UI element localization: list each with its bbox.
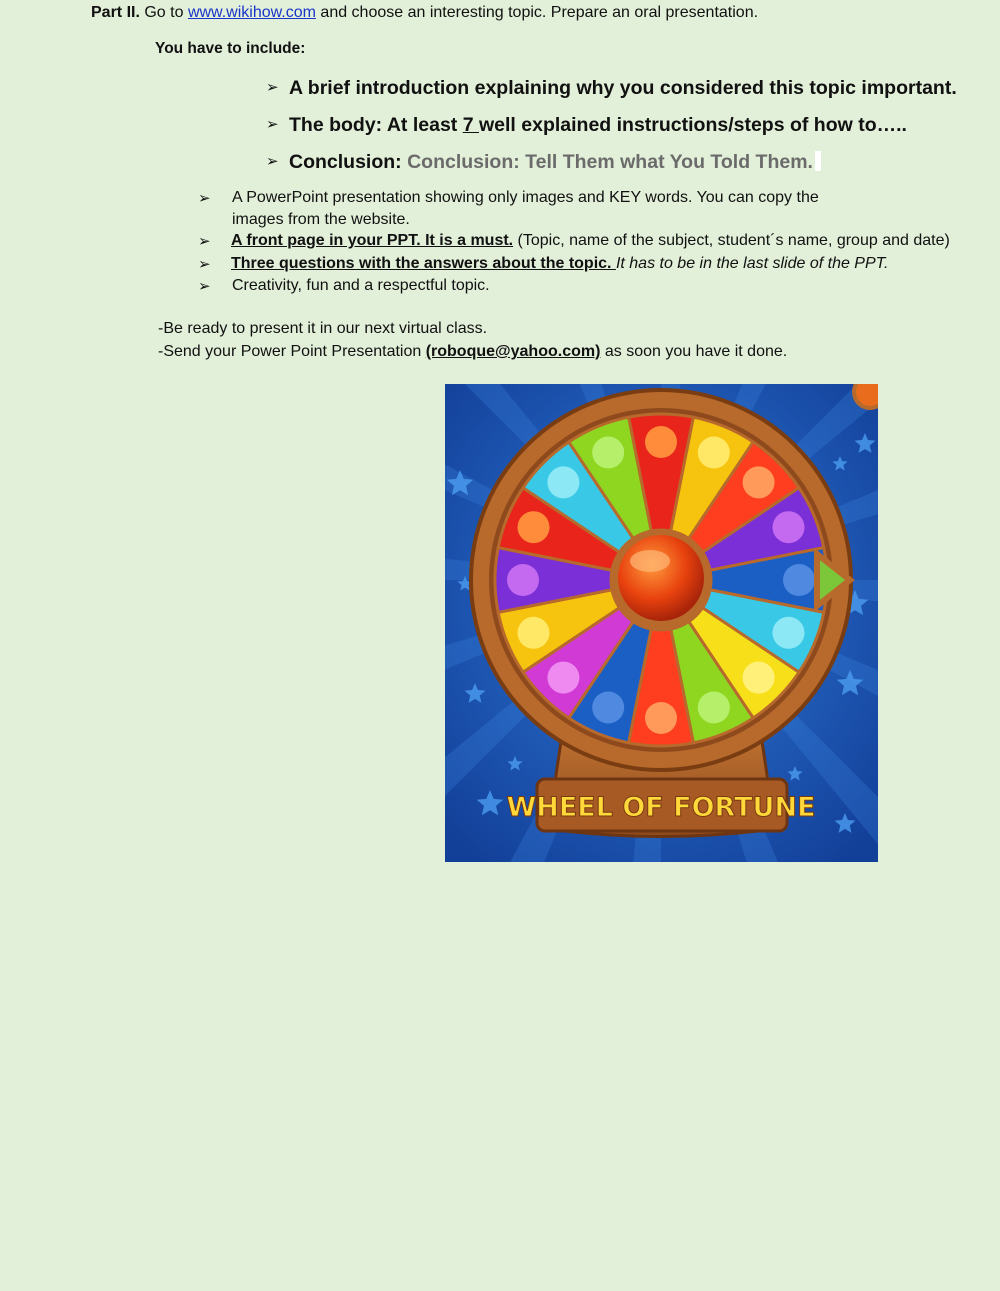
arrow-bullet-icon: ➢: [198, 256, 211, 273]
arrow-bullet-icon: ➢: [266, 116, 279, 133]
segment-dot: [698, 691, 730, 723]
body-number: 7: [462, 114, 479, 136]
conclusion-detail: Conclusion: Tell Them what You Told Them.: [407, 151, 813, 173]
body-after: well explained instructions/steps of how to…..: [478, 114, 907, 136]
wikihow-link[interactable]: www.wikihow.com: [187, 4, 316, 21]
requirement-questions: [231, 254, 888, 274]
segment-dot: [645, 426, 677, 458]
send-before: -Send your Power Point Presentation: [158, 343, 426, 360]
segment-dot: [743, 662, 775, 694]
arrow-bullet-icon: ➢: [198, 190, 211, 207]
segment-dot: [592, 691, 624, 723]
email-address: (roboque@yahoo.com): [425, 343, 601, 360]
segment-dot: [518, 511, 550, 543]
segment-dot: [547, 662, 579, 694]
knob-highlight: [630, 550, 670, 572]
requirement-powerpoint-line1: A PowerPoint presentation showing only images and KEY words. You can copy the: [232, 189, 819, 206]
note-ready: -Be ready to present it in our next virtual class.: [158, 320, 488, 337]
questions-underlined: Three questions with the answers about the topic.: [231, 255, 616, 272]
send-after: as soon you have it done.: [600, 343, 788, 360]
main-point-introduction: A brief introduction explaining why you considered this topic important.: [289, 77, 957, 99]
part-intro: [91, 3, 758, 23]
arrow-bullet-icon: ➢: [266, 79, 279, 96]
segment-dot: [772, 511, 804, 543]
segment-dot: [645, 702, 677, 734]
note-send: [158, 342, 787, 362]
wheel-knob: [618, 535, 704, 621]
main-point-conclusion: [289, 150, 821, 174]
wheel-of-fortune-image: [445, 384, 878, 862]
part-text-before-link: Go to: [139, 4, 188, 21]
arrow-bullet-icon: ➢: [198, 278, 211, 295]
requirement-front-page: [231, 231, 950, 251]
segment-dot: [547, 466, 579, 498]
arrow-bullet-icon: ➢: [266, 153, 279, 170]
segment-dot: [518, 617, 550, 649]
segment-dot: [507, 564, 539, 596]
segment-dot: [783, 564, 815, 596]
corner-wheel-edge: [854, 384, 878, 408]
requirement-creativity: Creativity, fun and a respectful topic.: [232, 277, 490, 294]
segment-dot: [743, 466, 775, 498]
segment-dot: [772, 617, 804, 649]
questions-rest: It has to be in the last slide of the PPT.: [615, 255, 889, 272]
segment-dot: [592, 437, 624, 469]
text-cursor-icon: [815, 151, 821, 171]
conclusion-label: Conclusion:: [289, 151, 408, 173]
part-label: Part II.: [91, 4, 140, 21]
part-text-after-link: and choose an interesting topic. Prepare an oral presentation.: [315, 4, 759, 21]
requirement-powerpoint-line2: images from the website.: [232, 211, 410, 228]
arrow-bullet-icon: ➢: [198, 233, 211, 250]
front-page-rest: (Topic, name of the subject, student´s name, group and date): [513, 232, 950, 249]
front-page-underlined: A front page in your PPT. It is a must.: [231, 232, 514, 249]
include-heading: You have to include:: [155, 40, 306, 57]
body-before: The body: At least: [289, 114, 463, 136]
main-point-body: [289, 113, 907, 137]
banner-text: WHEEL OF FORTUNE: [506, 792, 816, 823]
segment-dot: [698, 437, 730, 469]
